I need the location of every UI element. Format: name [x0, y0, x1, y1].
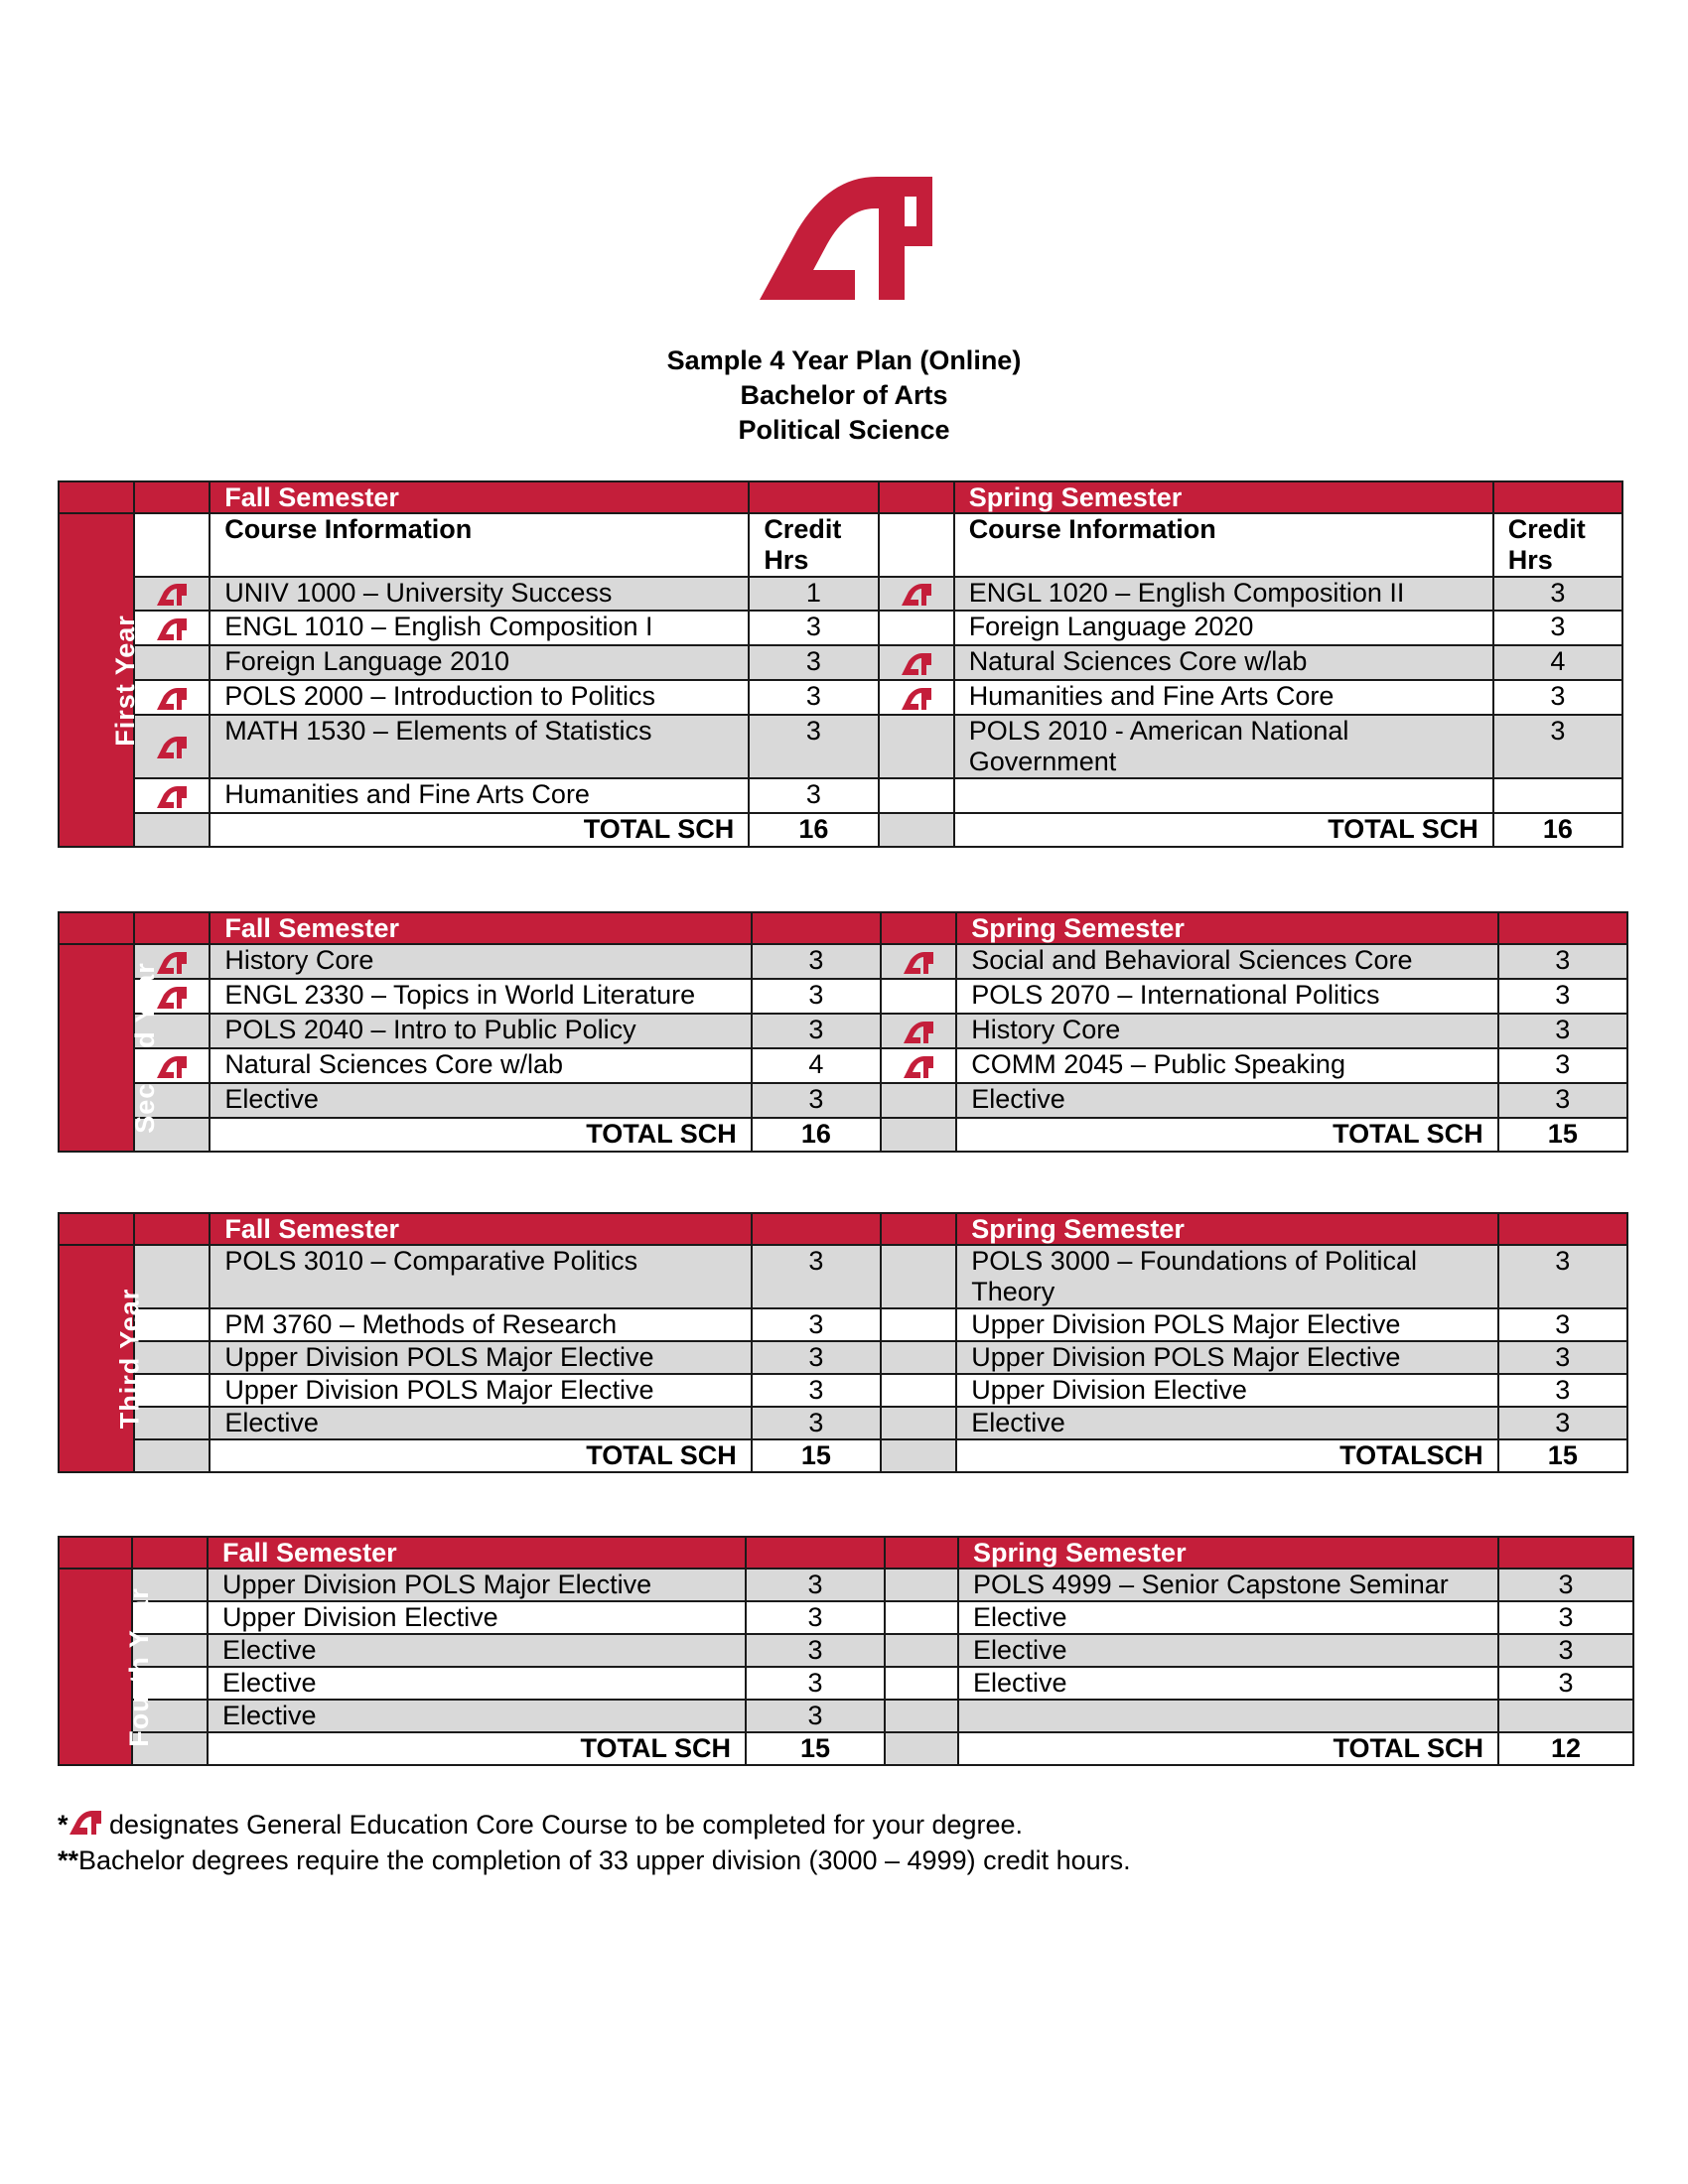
spring-course-name: Foreign Language 2020: [954, 611, 1493, 645]
spring-course-hrs: 3: [1498, 944, 1627, 979]
header-blank: [59, 1213, 134, 1245]
year-label: [59, 1245, 145, 1472]
spring-course-name: COMM 2045 – Public Speaking: [956, 1048, 1497, 1083]
year-label: [59, 944, 160, 1152]
spring-semester-heading: Spring Semester: [958, 1537, 1498, 1569]
course-info-heading: Course Information: [210, 513, 749, 577]
course-row: [59, 1245, 1627, 1308]
core-marker-cell: [881, 1083, 956, 1118]
fall-course-hrs: 3: [752, 944, 881, 979]
course-row: [59, 1407, 1627, 1439]
year-table-3: [58, 1212, 1628, 1473]
fall-course-hrs: 4: [752, 1048, 881, 1083]
core-marker-cell: [879, 577, 954, 611]
course-row: [59, 778, 1622, 813]
course-row: [59, 1341, 1627, 1374]
spring-course-name: POLS 3000 – Foundations of Political Theory: [956, 1245, 1497, 1308]
hrs-heading-line: Hrs: [764, 545, 809, 575]
spring-course-hrs: 3: [1498, 1048, 1627, 1083]
ap-core-icon: [901, 583, 932, 607]
core-marker-cell: [134, 1407, 210, 1439]
fall-course-name: PM 3760 – Methods of Research: [210, 1308, 751, 1341]
spring-course-hrs: 3: [1493, 577, 1622, 611]
fall-course-name: POLS 2040 – Intro to Public Policy: [210, 1014, 751, 1048]
header-blank: [749, 481, 878, 513]
fall-course-hrs: 3: [752, 979, 881, 1014]
core-marker-cell: [134, 1245, 210, 1308]
fall-semester-heading: Fall Semester: [210, 912, 751, 944]
ap-core-icon: [156, 1055, 188, 1079]
core-marker-cell: [881, 944, 956, 979]
fall-course-name: Upper Division POLS Major Elective: [210, 1374, 751, 1407]
course-row: [59, 1374, 1627, 1407]
total-blank: [881, 1118, 956, 1152]
credit-hrs-heading: [749, 513, 878, 577]
core-marker-cell: [885, 1700, 958, 1732]
total-blank: [134, 1439, 210, 1472]
semester-header-row: [59, 1213, 1627, 1245]
degree-title: Bachelor of Arts: [740, 380, 948, 410]
hrs-heading-line: Hrs: [1507, 545, 1553, 575]
year-table-4: [58, 1536, 1634, 1766]
column-header-blank: [134, 513, 210, 577]
core-marker-cell: [881, 1245, 956, 1308]
spring-total-label: TOTAL SCH: [954, 813, 1493, 847]
course-info-heading: Course Information: [954, 513, 1493, 577]
fall-course-hrs: 3: [752, 1245, 881, 1308]
course-row: [59, 1667, 1633, 1700]
ap-core-icon: [901, 652, 932, 676]
spring-course-hrs: 3: [1498, 1308, 1627, 1341]
fall-course-hrs: 3: [752, 1308, 881, 1341]
fall-course-hrs: 3: [746, 1700, 885, 1732]
total-row: [59, 1732, 1633, 1765]
total-blank: [885, 1732, 958, 1765]
year-label: [59, 1569, 154, 1765]
course-row: [59, 944, 1627, 979]
header-blank: [59, 481, 134, 513]
semester-header-row: [59, 481, 1622, 513]
spring-total-value: 16: [1493, 813, 1622, 847]
footnote-core: [58, 1807, 1131, 1843]
core-marker-cell: [885, 1634, 958, 1667]
fall-course-name: Foreign Language 2010: [210, 645, 749, 680]
fall-semester-heading: Fall Semester: [210, 1213, 751, 1245]
total-row: [59, 813, 1622, 847]
footnote-upper-division: [58, 1843, 1131, 1878]
header-blank: [134, 481, 210, 513]
core-marker-cell: [881, 1374, 956, 1407]
core-marker-cell: [879, 680, 954, 715]
course-row: [59, 1048, 1627, 1083]
spring-total-value: 12: [1498, 1732, 1633, 1765]
spring-course-name: POLS 4999 – Senior Capstone Seminar: [958, 1569, 1498, 1601]
core-marker-cell: [134, 645, 210, 680]
fall-semester-heading: Fall Semester: [208, 1537, 746, 1569]
spring-course-name: ENGL 1020 – English Composition II: [954, 577, 1493, 611]
fall-total-value: 16: [749, 813, 878, 847]
header-blank: [59, 912, 134, 944]
course-row: [59, 611, 1622, 645]
spring-course-hrs: [1498, 1700, 1633, 1732]
spring-course-name: Elective: [956, 1407, 1497, 1439]
core-marker-cell: [881, 1014, 956, 1048]
fall-course-name: POLS 2000 – Introduction to Politics: [210, 680, 749, 715]
core-marker-cell: [885, 1601, 958, 1634]
core-marker-cell: [879, 611, 954, 645]
total-blank: [881, 1439, 956, 1472]
spring-course-name: Natural Sciences Core w/lab: [954, 645, 1493, 680]
spring-total-label: TOTAL SCH: [958, 1732, 1498, 1765]
spring-course-name: [958, 1700, 1498, 1732]
core-marker-cell: [134, 715, 210, 778]
year-table-2: [58, 911, 1628, 1153]
spring-total-value: 15: [1498, 1118, 1627, 1152]
fall-course-hrs: 1: [749, 577, 878, 611]
course-row: [59, 1083, 1627, 1118]
credit-heading-line: Credit: [764, 514, 842, 544]
fall-course-hrs: 3: [746, 1667, 885, 1700]
year-label: [59, 513, 140, 847]
spring-course-hrs: 4: [1493, 645, 1622, 680]
ap-core-icon: [156, 785, 188, 809]
fall-course-hrs: 3: [752, 1341, 881, 1374]
header-blank: [885, 1537, 958, 1569]
semester-header-row: [59, 912, 1627, 944]
fall-course-hrs: 3: [749, 715, 878, 778]
fall-course-name: Elective: [210, 1083, 751, 1118]
spring-course-name: Social and Behavioral Sciences Core: [956, 944, 1497, 979]
core-marker-cell: [134, 577, 210, 611]
plan-title: Sample 4 Year Plan (Online): [666, 345, 1022, 375]
spring-course-name: Upper Division POLS Major Elective: [956, 1308, 1497, 1341]
document-title-block: [0, 343, 1688, 448]
course-row: [59, 1601, 1633, 1634]
course-row: [59, 680, 1622, 715]
total-blank: [879, 813, 954, 847]
header-blank: [1498, 1537, 1633, 1569]
spring-course-hrs: 3: [1498, 1341, 1627, 1374]
course-row: [59, 979, 1627, 1014]
header-blank: [59, 1537, 132, 1569]
spring-course-hrs: 3: [1493, 611, 1622, 645]
spring-course-hrs: 3: [1498, 1083, 1627, 1118]
fall-course-name: ENGL 1010 – English Composition I: [210, 611, 749, 645]
course-row: [59, 1634, 1633, 1667]
spring-course-hrs: 3: [1498, 1634, 1633, 1667]
core-marker-cell: [879, 715, 954, 778]
core-marker-cell: [134, 611, 210, 645]
column-header-row: [59, 513, 1622, 577]
total-row: [59, 1118, 1627, 1152]
core-marker-cell: [885, 1667, 958, 1700]
fall-course-name: History Core: [210, 944, 751, 979]
year-label-text: Second Year: [129, 962, 160, 1134]
spring-course-hrs: 3: [1498, 1407, 1627, 1439]
fall-course-name: Humanities and Fine Arts Core: [210, 778, 749, 813]
core-marker-cell: [881, 1407, 956, 1439]
ap-core-icon: [903, 1055, 934, 1079]
fall-semester-heading: Fall Semester: [210, 481, 749, 513]
ap-core-icon: [156, 687, 188, 711]
fall-course-hrs: 3: [749, 778, 878, 813]
ap-core-icon: [156, 583, 188, 607]
credit-heading-line: Credit: [1507, 514, 1586, 544]
spring-total-label: TOTAL SCH: [956, 1118, 1497, 1152]
spring-course-hrs: 3: [1498, 1569, 1633, 1601]
header-blank: [1498, 912, 1627, 944]
total-blank: [134, 813, 210, 847]
major-title: Political Science: [738, 415, 950, 445]
course-row: [59, 715, 1622, 778]
spring-course-hrs: 3: [1493, 715, 1622, 778]
semester-header-row: [59, 1537, 1633, 1569]
fall-course-hrs: 3: [752, 1374, 881, 1407]
spring-course-name: Elective: [958, 1634, 1498, 1667]
spring-course-name: Upper Division POLS Major Elective: [956, 1341, 1497, 1374]
fall-total-value: 15: [746, 1732, 885, 1765]
course-row: [59, 1700, 1633, 1732]
fall-course-hrs: 3: [746, 1569, 885, 1601]
spring-semester-heading: Spring Semester: [956, 912, 1497, 944]
core-marker-cell: [134, 1308, 210, 1341]
footnote-star: *: [58, 1810, 69, 1840]
ap-logo-icon: [758, 175, 932, 306]
fall-course-name: ENGL 2330 – Topics in World Literature: [210, 979, 751, 1014]
spring-course-hrs: [1493, 778, 1622, 813]
fall-course-name: MATH 1530 – Elements of Statistics: [210, 715, 749, 778]
fall-course-hrs: 3: [749, 611, 878, 645]
course-row: [59, 1569, 1633, 1601]
fall-total-value: 16: [752, 1118, 881, 1152]
core-marker-cell: [881, 1308, 956, 1341]
fall-total-label: TOTAL SCH: [210, 1118, 751, 1152]
spring-course-hrs: 3: [1493, 680, 1622, 715]
core-marker-cell: [881, 1341, 956, 1374]
spring-course-name: POLS 2070 – International Politics: [956, 979, 1497, 1014]
header-blank: [134, 1213, 210, 1245]
year-table-1: [58, 480, 1623, 848]
course-row: [59, 1014, 1627, 1048]
spring-course-name: Elective: [956, 1083, 1497, 1118]
fall-total-label: TOTAL SCH: [208, 1732, 746, 1765]
spring-total-value: 15: [1498, 1439, 1627, 1472]
core-marker-cell: [134, 778, 210, 813]
spring-course-name: Upper Division Elective: [956, 1374, 1497, 1407]
year-label-text: First Year: [109, 614, 140, 747]
spring-course-hrs: 3: [1498, 979, 1627, 1014]
core-marker-cell: [134, 1374, 210, 1407]
fall-total-label: TOTAL SCH: [210, 1439, 751, 1472]
core-marker-cell: [881, 979, 956, 1014]
ap-core-icon: [903, 1021, 934, 1044]
core-marker-cell: [885, 1569, 958, 1601]
core-marker-cell: [879, 645, 954, 680]
total-row: [59, 1439, 1627, 1472]
footnote-upper-division-text: Bachelor degrees require the completion of 33 upper division (3000 – 4999) credit hours.: [78, 1845, 1131, 1875]
fall-course-hrs: 3: [749, 680, 878, 715]
core-marker-cell: [134, 1341, 210, 1374]
spring-semester-heading: Spring Semester: [954, 481, 1493, 513]
header-blank: [134, 912, 210, 944]
credit-hrs-heading: [1493, 513, 1622, 577]
fall-course-hrs: 3: [752, 1083, 881, 1118]
footnote-core-text: designates General Education Core Course to be completed for your degree.: [101, 1810, 1024, 1840]
spring-course-name: History Core: [956, 1014, 1497, 1048]
ap-core-icon: [156, 617, 188, 641]
spring-course-hrs: 3: [1498, 1667, 1633, 1700]
header-blank: [1493, 481, 1622, 513]
fall-course-name: Elective: [210, 1407, 751, 1439]
fall-total-value: 15: [752, 1439, 881, 1472]
spring-course-name: Elective: [958, 1601, 1498, 1634]
header-blank: [752, 912, 881, 944]
header-blank: [132, 1537, 208, 1569]
header-blank: [881, 1213, 956, 1245]
year-label-text: Fourth Year: [123, 1586, 154, 1747]
ap-core-icon: [156, 951, 188, 975]
column-header-blank: [879, 513, 954, 577]
fall-course-hrs: 3: [749, 645, 878, 680]
core-marker-cell: [134, 680, 210, 715]
spring-course-name: [954, 778, 1493, 813]
fall-total-label: TOTAL SCH: [210, 813, 749, 847]
header-blank: [1498, 1213, 1627, 1245]
fall-course-name: Upper Division Elective: [208, 1601, 746, 1634]
ap-core-icon: [156, 736, 188, 759]
fall-course-hrs: 3: [746, 1634, 885, 1667]
year-label-text: Third Year: [114, 1288, 145, 1430]
spring-course-name: POLS 2010 - American National Government: [954, 715, 1493, 778]
header-blank: [746, 1537, 885, 1569]
spring-course-name: Humanities and Fine Arts Core: [954, 680, 1493, 715]
ap-core-icon: [903, 951, 934, 975]
core-marker-cell: [881, 1048, 956, 1083]
fall-course-name: Elective: [208, 1700, 746, 1732]
spring-course-hrs: 3: [1498, 1245, 1627, 1308]
fall-course-hrs: 3: [746, 1601, 885, 1634]
course-row: [59, 645, 1622, 680]
spring-course-hrs: 3: [1498, 1601, 1633, 1634]
ap-core-icon: [69, 1810, 102, 1836]
footnotes: [58, 1807, 1131, 1878]
ap-core-icon: [156, 986, 188, 1010]
fall-course-name: Upper Division POLS Major Elective: [210, 1341, 751, 1374]
fall-course-name: POLS 3010 – Comparative Politics: [210, 1245, 751, 1308]
fall-course-hrs: 3: [752, 1014, 881, 1048]
fall-course-name: UNIV 1000 – University Success: [210, 577, 749, 611]
spring-total-label: TOTALSCH: [956, 1439, 1497, 1472]
header-blank: [752, 1213, 881, 1245]
footnote-double-star: **: [58, 1845, 79, 1875]
fall-course-name: Upper Division POLS Major Elective: [208, 1569, 746, 1601]
fall-course-name: Elective: [208, 1634, 746, 1667]
core-marker-cell: [879, 778, 954, 813]
fall-course-hrs: 3: [752, 1407, 881, 1439]
header-blank: [881, 912, 956, 944]
spring-course-hrs: 3: [1498, 1374, 1627, 1407]
course-row: [59, 1308, 1627, 1341]
spring-course-hrs: 3: [1498, 1014, 1627, 1048]
spring-course-name: Elective: [958, 1667, 1498, 1700]
header-blank: [879, 481, 954, 513]
fall-course-name: Elective: [208, 1667, 746, 1700]
spring-semester-heading: Spring Semester: [956, 1213, 1497, 1245]
fall-course-name: Natural Sciences Core w/lab: [210, 1048, 751, 1083]
course-row: [59, 577, 1622, 611]
ap-core-icon: [901, 687, 932, 711]
